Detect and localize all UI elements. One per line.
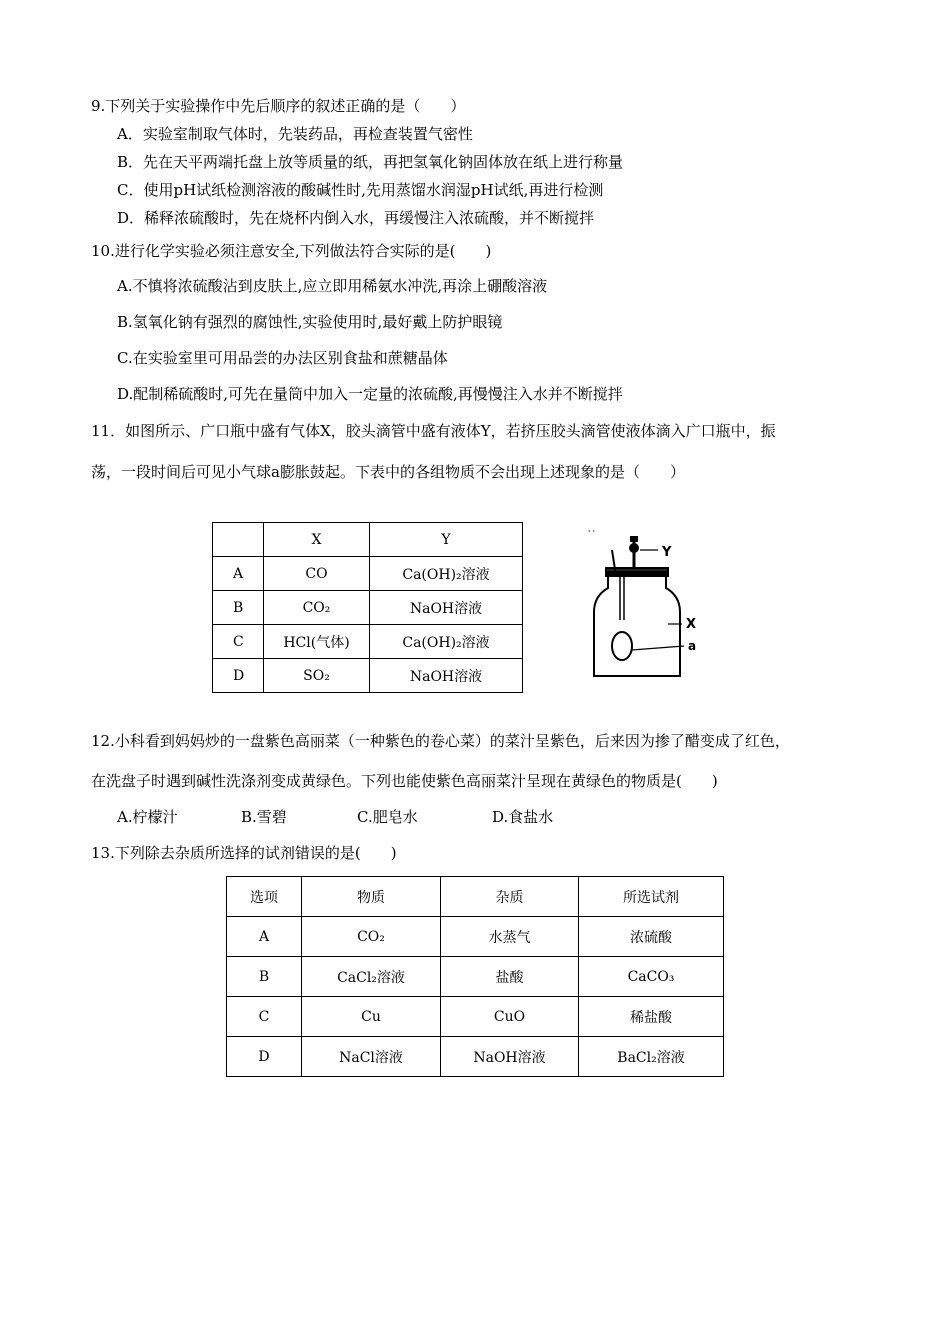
q12-option-c: C.肥皂水 — [357, 808, 418, 826]
dropper-bulb — [629, 543, 639, 553]
q12-stem-line2: 在洗盘子时遇到碱性洗涤剂变成黄绿色。下列也能使紫色高丽菜汁呈现在黄绿色的物质是( ) — [91, 772, 718, 790]
table-header-cell: 物质 — [302, 877, 441, 917]
table-header-row — [213, 523, 523, 557]
table-header-cell: 所选试剂 — [579, 877, 724, 917]
table-cell: C — [227, 997, 302, 1037]
q9-stem: 9.下列关于实验操作中先后顺序的叙述正确的是（ ） — [91, 97, 466, 115]
q11-stem-line2: 荡，一段时间后可见小气球a膨胀鼓起。下表中的各组物质不会出现上述现象的是（ ） — [91, 463, 685, 481]
label-a: a — [688, 639, 697, 653]
q10-option-a: A.不慎将浓硫酸沾到皮肤上,应立即用稀氨水冲洗,再涂上硼酸溶液 — [117, 277, 548, 295]
table-cell: D — [213, 659, 264, 693]
q12-stem-line1: 12.小科看到妈妈炒的一盘紫色高丽菜（一种紫色的卷心菜）的菜汁呈紫色，后来因为掺了醋变成了红色， — [91, 732, 790, 750]
table-row — [227, 997, 724, 1037]
table-cell: NaOH溶液 — [370, 659, 523, 693]
table-header-row — [227, 877, 724, 917]
q13-stem: 13.下列除去杂质所选择的试剂错误的是( ) — [91, 844, 397, 862]
balloon-a — [612, 632, 632, 660]
flask-apparatus-figure — [584, 528, 704, 680]
table-cell: CaCO₃ — [579, 957, 724, 997]
table-row — [227, 917, 724, 957]
table-cell: 浓硫酸 — [579, 917, 724, 957]
bottle-body — [594, 576, 680, 676]
table-cell: NaOH溶液 — [370, 591, 523, 625]
table-header-cell: Y — [370, 523, 523, 557]
table-cell: CuO — [441, 997, 579, 1037]
table-cell: SO₂ — [264, 659, 370, 693]
table-cell: 盐酸 — [441, 957, 579, 997]
table-cell: CO — [264, 557, 370, 591]
table-header-cell — [213, 523, 264, 557]
table-cell: A — [213, 557, 264, 591]
q10-option-b: B.氢氧化钠有强烈的腐蚀性,实验使用时,最好戴上防护眼镜 — [117, 313, 503, 331]
table-cell: HCl(气体) — [264, 625, 370, 659]
q10-option-c: C.在实验室里可用品尝的办法区别食盐和蔗糖晶体 — [117, 349, 448, 367]
q10-stem: 10.进行化学实验必须注意安全,下列做法符合实际的是( ) — [91, 242, 492, 260]
q9-option-a: A．实验室制取气体时，先装药品，再检查装置气密性 — [117, 125, 473, 143]
table-header-cell: 选项 — [227, 877, 302, 917]
table-row — [213, 659, 523, 693]
table-cell: Cu — [302, 997, 441, 1037]
q9-option-c: C．使用pH试纸检测溶液的酸碱性时,先用蒸馏水润湿pH试纸,再进行检测 — [117, 181, 604, 199]
table-cell: Ca(OH)₂溶液 — [370, 557, 523, 591]
table-cell: Ca(OH)₂溶液 — [370, 625, 523, 659]
table-cell: C — [213, 625, 264, 659]
table-cell: CaCl₂溶液 — [302, 957, 441, 997]
table-header-cell: 杂质 — [441, 877, 579, 917]
table-row — [227, 957, 724, 997]
q12-option-b: B.雪碧 — [241, 808, 287, 826]
table-cell: 稀盐酸 — [579, 997, 724, 1037]
q11-stem-line1: 11．如图所示、广口瓶中盛有气体X，胶头滴管中盛有液体Y，若挤压胶头滴管使液体滴入广口瓶中，振 — [91, 422, 776, 440]
table-row — [213, 557, 523, 591]
q9-option-b: B．先在天平两端托盘上放等质量的纸，再把氢氧化钠固体放在纸上进行称量 — [117, 153, 624, 171]
svg-text:' ': ' ' — [588, 529, 595, 538]
q12-option-a: A.柠檬汁 — [117, 808, 178, 826]
q12-option-d: D.食盐水 — [492, 808, 554, 826]
table-cell: CO₂ — [302, 917, 441, 957]
table-cell: B — [213, 591, 264, 625]
table-cell: D — [227, 1037, 302, 1077]
q9-option-d: D．稀释浓硫酸时，先在烧杯内倒入水，再缓慢注入浓硫酸，并不断搅拌 — [117, 209, 595, 227]
q13-table — [226, 876, 724, 1077]
table-header-cell: X — [264, 523, 370, 557]
table-row — [227, 1037, 724, 1077]
table-cell: B — [227, 957, 302, 997]
table-cell: NaOH溶液 — [441, 1037, 579, 1077]
label-y: Y — [662, 545, 672, 560]
table-cell: NaCl溶液 — [302, 1037, 441, 1077]
table-cell: CO₂ — [264, 591, 370, 625]
label-x: X — [686, 617, 697, 632]
table-cell: BaCl₂溶液 — [579, 1037, 724, 1077]
table-cell: A — [227, 917, 302, 957]
q10-option-d: D.配制稀硫酸时,可先在量筒中加入一定量的浓硫酸,再慢慢注入水并不断搅拌 — [117, 385, 623, 403]
table-row — [213, 591, 523, 625]
q11-table — [212, 522, 523, 693]
table-cell: 水蒸气 — [441, 917, 579, 957]
table-row — [213, 625, 523, 659]
